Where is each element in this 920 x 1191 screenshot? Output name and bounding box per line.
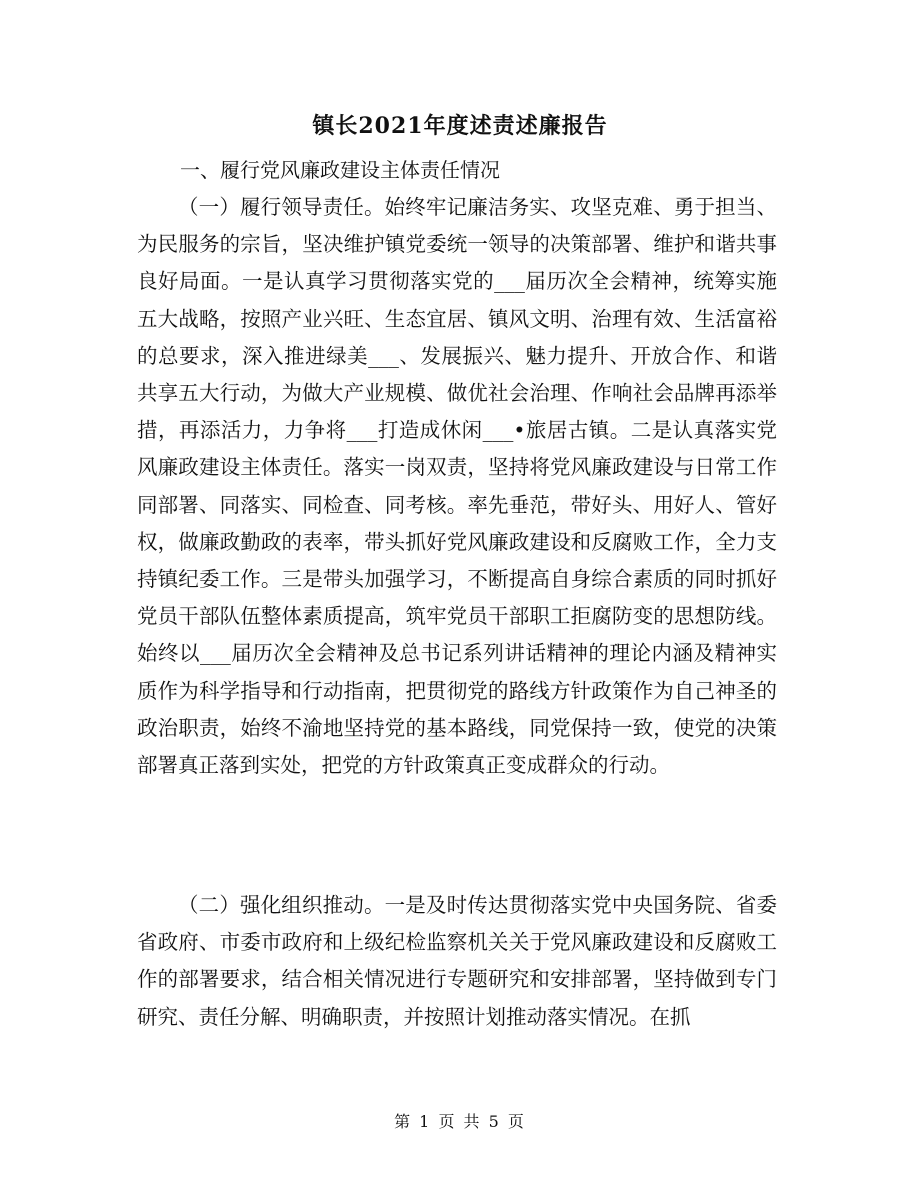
- document-title: 镇长2021年度述责述廉报告: [312, 113, 608, 139]
- page-number-label: 第 1 页 共 5 页: [394, 1112, 526, 1131]
- paragraph-2: （二）强化组织推动。一是及时传达贯彻落实党中央国务院、省委省政府、市委市政府和上级纪检监察机关关于党风廉政建设和反腐败工作的部署要求，结合相关情况进行专题研究和安排部署，坚持做到专门研究、责任分解、明确职责，并按照计划推动落实情况。在抓: [137, 893, 777, 1029]
- section-heading: 一、履行党风廉政建设主体责任情况: [180, 158, 500, 182]
- paragraph-1: （一）履行领导责任。始终牢记廉洁务实、攻坚克难、勇于担当、为民服务的宗旨，坚决维护镇党委统一领导的决策部署、维护和谐共事良好局面。一是认真学习贯彻落实党的___届历次全会精神，统筹实施五大战略，按照产业兴旺、生态宜居、镇风文明、治理有效、生活富裕的总要求，深入推进绿美___、发展振兴、魅力提升、开放合作、和谐共享五大行动，为做大产业规模、做优社会治理、作响社会品牌再添举措，再添活力，力争将___打造成休闲___•旅居古镇。二是认真落实党风廉政建设主体责任。落实一岗双责，坚持将党风廉政建设与日常工作同部署、同落实、同检查、同考核。率先垂范，带好头、用好人、管好权，做廉政勤政的表率，带头抓好党风廉政建设和反腐败工作，全力支持镇纪委工作。三是带头加强学习，不断提高自身综合素质的同时抓好党员干部队伍整体素质提高，筑牢党员干部职工拒腐防变的思想防线。始终以___届历次全会精神及总书记系列讲话精神的理论内涵及精神实质作为科学指导和行动指南，把贯彻党的路线方针政策作为自己神圣的政治职责，始终不渝地坚持党的基本路线，同党保持一致，使党的决策部署真正落到实处，把党的方针政策真正变成群众的行动。: [137, 195, 777, 778]
- page-footer: [0, 1110, 920, 1134]
